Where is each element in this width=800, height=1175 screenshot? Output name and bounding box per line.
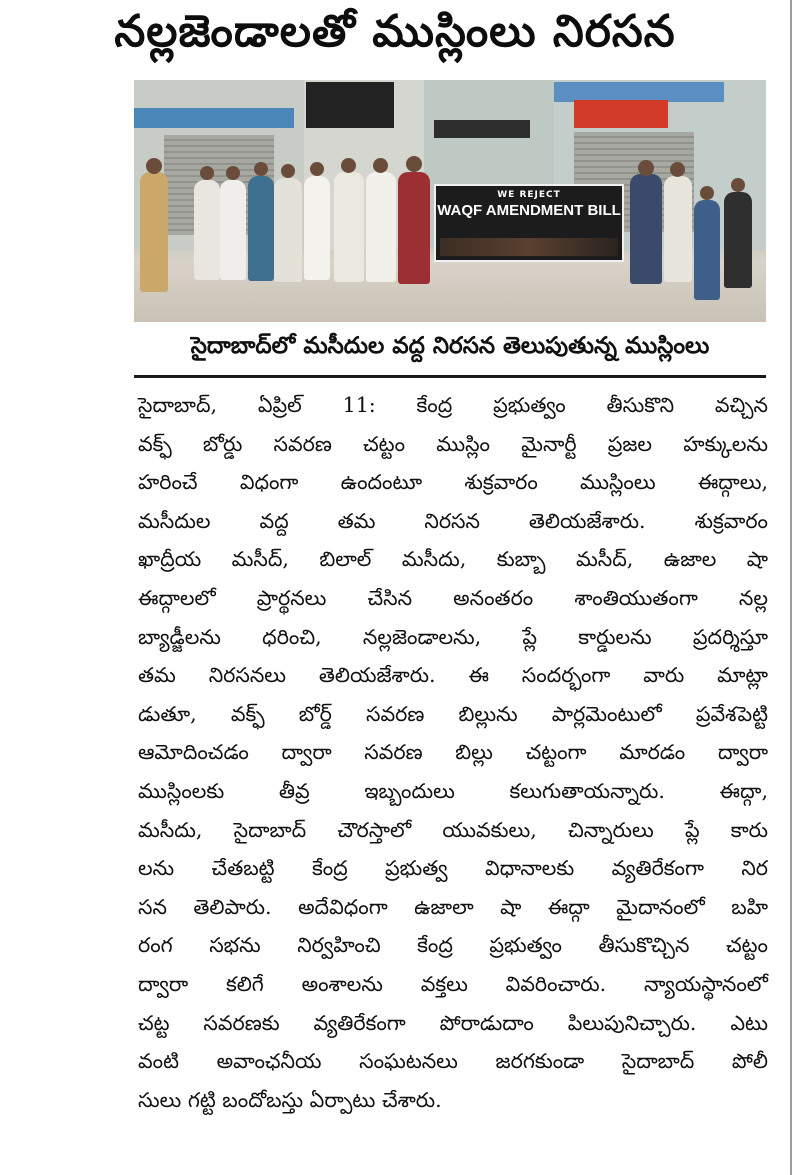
photo-signboard	[306, 82, 394, 128]
photo-person-head	[406, 156, 422, 172]
photo-person-head	[200, 166, 214, 180]
photo-person-head	[281, 164, 295, 178]
photo-person-head	[254, 162, 268, 176]
article-line: ముస్లింలకు తీవ్ర ఇబ్బందులు కలుగుతాయన్నారు. ఈద్గా,	[138, 778, 768, 803]
news-photo	[134, 80, 766, 322]
photo-person	[334, 172, 364, 282]
article-line: మసీదు, సైదాబాద్ చౌరస్తాలో యువకులు, చిన్నారులు ప్లే కారు	[138, 817, 768, 842]
photo-person-head	[341, 158, 356, 173]
article-line: బ్యాడ్జీలను ధరించి, నల్లజెండాలను, ప్లే కార్డులను ప్రదర్శిస్తూ	[138, 624, 768, 649]
article-line: సైదాబాద్, ఏప్రిల్ 11: కేంద్ర ప్రభుత్వం తీసుకొని వచ్చిన	[138, 393, 768, 417]
article-line: చట్ట సవరణకు వ్యతిరేకంగా పోరాడుదాం పిలుపునిచ్చారు. ఎటు	[138, 1010, 768, 1035]
photo-person	[664, 176, 692, 282]
article-line: రంగ సభను నిర్వహించి కేంద్ర ప్రభుత్వం తీసుకొచ్చిన చట్టం	[138, 933, 768, 958]
article-line: వక్ఫ్ బోర్డు సవరణ చట్టం ముస్లిం మైనార్టీ ప్రజల హక్కులను	[138, 431, 768, 456]
article-body	[138, 386, 768, 1119]
photo-awning	[554, 82, 724, 102]
article-line: ఈద్గాలలో ప్రార్థనలు చేసిన అనంతరం శాంతియుతంగా నల్ల	[138, 585, 768, 610]
photo-person	[248, 176, 274, 281]
photo-person-head	[146, 158, 162, 174]
article-line: ద్వారా కలిగే అంశాలను వక్తలు వివరించారు. న్యాయస్థానంలో	[138, 971, 768, 996]
article-line: సులు గట్టి బందోబస్తు ఏర్పాటు చేశారు.	[138, 1087, 442, 1112]
photo-person	[398, 172, 430, 284]
photo-person	[140, 172, 168, 292]
article-line: వంటి అవాంఛనీయ సంఘటనలు జరగకుండా సైదాబాద్ పోలీ	[138, 1049, 768, 1074]
protest-banner	[434, 184, 624, 262]
photo-red-sign	[574, 100, 668, 128]
article-line: తమ నిరసనలు తెలియజేశారు. ఈ సందర్భంగా వారు మాట్లా	[138, 663, 768, 688]
photo-person-head	[700, 186, 714, 200]
photo-person-head	[670, 162, 685, 177]
photo-person	[694, 200, 720, 300]
photo-person	[194, 180, 220, 280]
banner-line-1: WE REJECT	[497, 190, 561, 200]
article-line: హరించే విధంగా ఉందంటూ శుక్రవారం ముస్లింలు ఈద్గాలు,	[138, 470, 768, 495]
photo-caption: సైదాబాద్‌లో మసీదుల వద్ద నిరసన తెలుపుతున్న ముస్లింలు	[190, 333, 710, 359]
article-line: సన తెలిపారు. అదేవిధంగా ఉజాలా షా ఈద్గా మైదానంలో బహి	[138, 894, 768, 919]
photo-person	[304, 176, 330, 280]
article-line: లను చేతబట్టి కేంద్ర ప్రభుత్వ విధానాలకు వ్యతిరేకంగా నిర	[138, 856, 768, 881]
photo-awning	[134, 108, 294, 128]
column-rule	[790, 0, 792, 1175]
photo-person	[724, 192, 752, 288]
caption-rule	[134, 375, 766, 378]
article-line: మసీదుల వద్ద తమ నిరసన తెలియజేశారు. శుక్రవారం	[138, 508, 768, 533]
banner-image	[440, 238, 618, 256]
article-line: ఆమోదించడం ద్వారా సవరణ బిల్లు చట్టంగా మారడం ద్వారా	[138, 740, 768, 765]
headline: నల్లజెండాలతో ముస్లింలు నిరసన	[114, 6, 676, 57]
photo-person-head	[731, 178, 745, 192]
photo-person	[630, 174, 662, 284]
photo-person-head	[310, 162, 324, 176]
article-line: ఖాద్రీయ మసీద్, బిలాల్ మసీదు, కుబ్బా మసీద్, ఉజాల షా	[138, 547, 768, 572]
photo-person	[274, 178, 302, 282]
photo-person-head	[226, 166, 240, 180]
photo-person-head	[638, 160, 654, 176]
article-line: డుతూ, వక్ఫ్ బోర్డ్ సవరణ బిల్లును పార్లమెంటులో ప్రవేశపెట్టి	[138, 701, 768, 726]
photo-person	[366, 172, 396, 282]
photo-person-head	[373, 158, 388, 173]
photo-signboard	[434, 120, 530, 138]
banner-line-2: WAQF AMENDMENT BILL	[437, 202, 621, 219]
photo-person	[220, 180, 246, 280]
